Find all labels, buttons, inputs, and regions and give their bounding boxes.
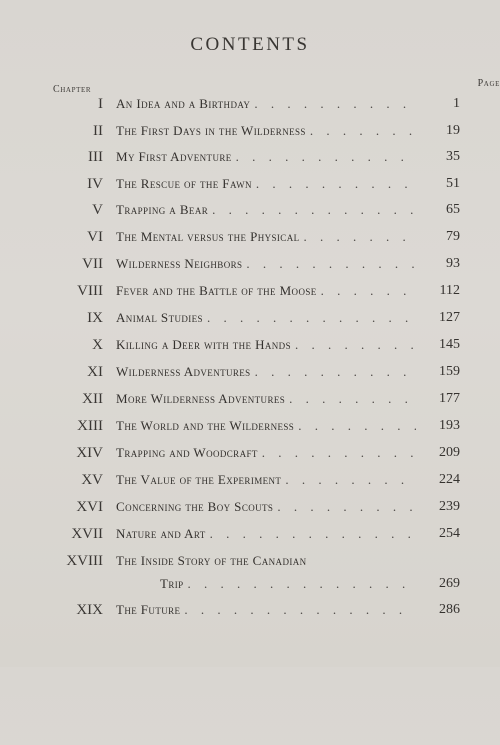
dot-leader — [206, 526, 416, 542]
chapter-title: An Idea and a Birthday — [116, 96, 251, 111]
dot-leader — [251, 364, 416, 380]
dot-leader — [300, 229, 416, 245]
chapter-title: The Rescue of the Fawn — [116, 175, 252, 191]
page-number: 193 — [439, 418, 460, 433]
chapter-number: XV — [81, 472, 103, 488]
toc-entry — [0, 602, 500, 624]
chapter-number: III — [88, 149, 103, 165]
chapter-title: Concerning the Boy Scouts — [116, 499, 274, 514]
toc-entry — [0, 229, 500, 251]
page-number: 127 — [439, 310, 460, 325]
chapter-number: VII — [82, 256, 103, 272]
page-number: 239 — [439, 499, 460, 514]
dot-leader — [184, 576, 416, 592]
chapter-title: The World and the Wilderness — [116, 418, 295, 433]
dot-leader — [180, 602, 416, 618]
dot-leader — [242, 256, 416, 272]
toc-entry — [0, 445, 500, 467]
chapter-column-header: Chapter — [53, 84, 92, 95]
page-number: 177 — [439, 391, 460, 406]
chapter-number: VI — [87, 229, 103, 245]
chapter-title: Wilderness Adventures — [116, 364, 251, 379]
toc-entry — [0, 149, 500, 171]
dot-leader — [294, 418, 416, 434]
chapter-title: Trapping a Bear — [116, 202, 209, 217]
chapter-title: Killing a Deer with the Hands — [116, 337, 291, 352]
toc-entry — [0, 499, 500, 521]
chapter-title: The Mental versus the Physical — [116, 229, 300, 244]
toc-entry — [0, 391, 500, 413]
toc-entry — [0, 96, 500, 118]
chapter-number: XVIII — [66, 553, 103, 569]
page-number: 51 — [446, 175, 460, 191]
dot-leader — [285, 391, 416, 407]
page-column-header: Page — [477, 78, 500, 89]
dot-leader — [306, 123, 416, 139]
dot-leader — [232, 149, 416, 165]
chapter-number: XIII — [77, 418, 103, 434]
chapter-title-continued: Trip — [160, 576, 184, 591]
toc-entry — [0, 418, 500, 440]
toc-entry — [0, 176, 500, 198]
chapter-title: More Wilderness Adventures — [116, 391, 286, 406]
dot-leader — [291, 337, 416, 353]
dot-leader — [273, 499, 416, 515]
page-title: CONTENTS — [190, 34, 310, 55]
chapter-number: XI — [87, 364, 103, 380]
chapter-title: The Inside Story of the Canadian — [116, 553, 307, 568]
toc-entry — [0, 283, 500, 305]
chapter-number: V — [92, 202, 103, 218]
toc-entry — [0, 123, 500, 145]
toc-entry — [0, 310, 500, 332]
chapter-number: XIV — [76, 445, 103, 461]
page-number: 19 — [446, 122, 460, 138]
chapter-title: Fever and the Battle of the Moose — [116, 283, 317, 298]
chapter-number: XIX — [76, 602, 103, 618]
dot-leader — [252, 176, 416, 192]
dot-leader — [203, 310, 416, 326]
chapter-number: II — [93, 122, 103, 139]
chapter-title: Wilderness Neighbors — [116, 256, 243, 271]
dot-leader — [208, 202, 416, 218]
page-number: 1 — [453, 96, 460, 111]
chapter-number: XVII — [71, 526, 103, 542]
chapter-number: VIII — [77, 283, 103, 299]
toc-entry — [0, 364, 500, 386]
toc-entry — [0, 472, 500, 494]
page-number: 286 — [439, 602, 460, 617]
chapter-title: The Value of the Experiment — [116, 472, 282, 487]
chapter-title: Trapping and Woodcraft — [116, 445, 258, 460]
chapter-number: XVI — [76, 499, 103, 515]
chapter-title: The First Days in the Wilderness — [116, 122, 306, 138]
page-number: 145 — [439, 337, 460, 352]
chapter-title: Animal Studies — [116, 310, 203, 325]
page-number: 65 — [446, 202, 460, 217]
chapter-number: IX — [87, 310, 103, 326]
page-number: 269 — [439, 576, 460, 591]
toc-entry — [0, 256, 500, 278]
chapter-number: I — [98, 96, 103, 112]
dot-leader — [258, 445, 416, 461]
chapter-title: The Future — [116, 602, 181, 617]
chapter-number: XII — [82, 391, 103, 407]
toc-entry — [0, 553, 500, 601]
toc-entry — [0, 202, 500, 224]
page-number: 224 — [439, 472, 460, 487]
page-number: 93 — [446, 256, 460, 271]
page-number: 79 — [446, 229, 460, 244]
page-number: 159 — [439, 364, 460, 379]
toc-entry — [0, 526, 500, 548]
chapter-number: IV — [87, 175, 103, 192]
chapter-title: Nature and Art — [116, 526, 206, 541]
page-number: 254 — [439, 526, 460, 541]
dot-leader — [317, 283, 416, 299]
chapter-title: My First Adventure — [116, 149, 232, 164]
page-number: 209 — [439, 445, 460, 460]
chapter-number: X — [92, 337, 103, 353]
page-number: 112 — [439, 283, 460, 298]
dot-leader — [281, 472, 416, 488]
page-number: 35 — [446, 149, 460, 164]
toc-entry — [0, 337, 500, 359]
dot-leader — [250, 96, 416, 112]
